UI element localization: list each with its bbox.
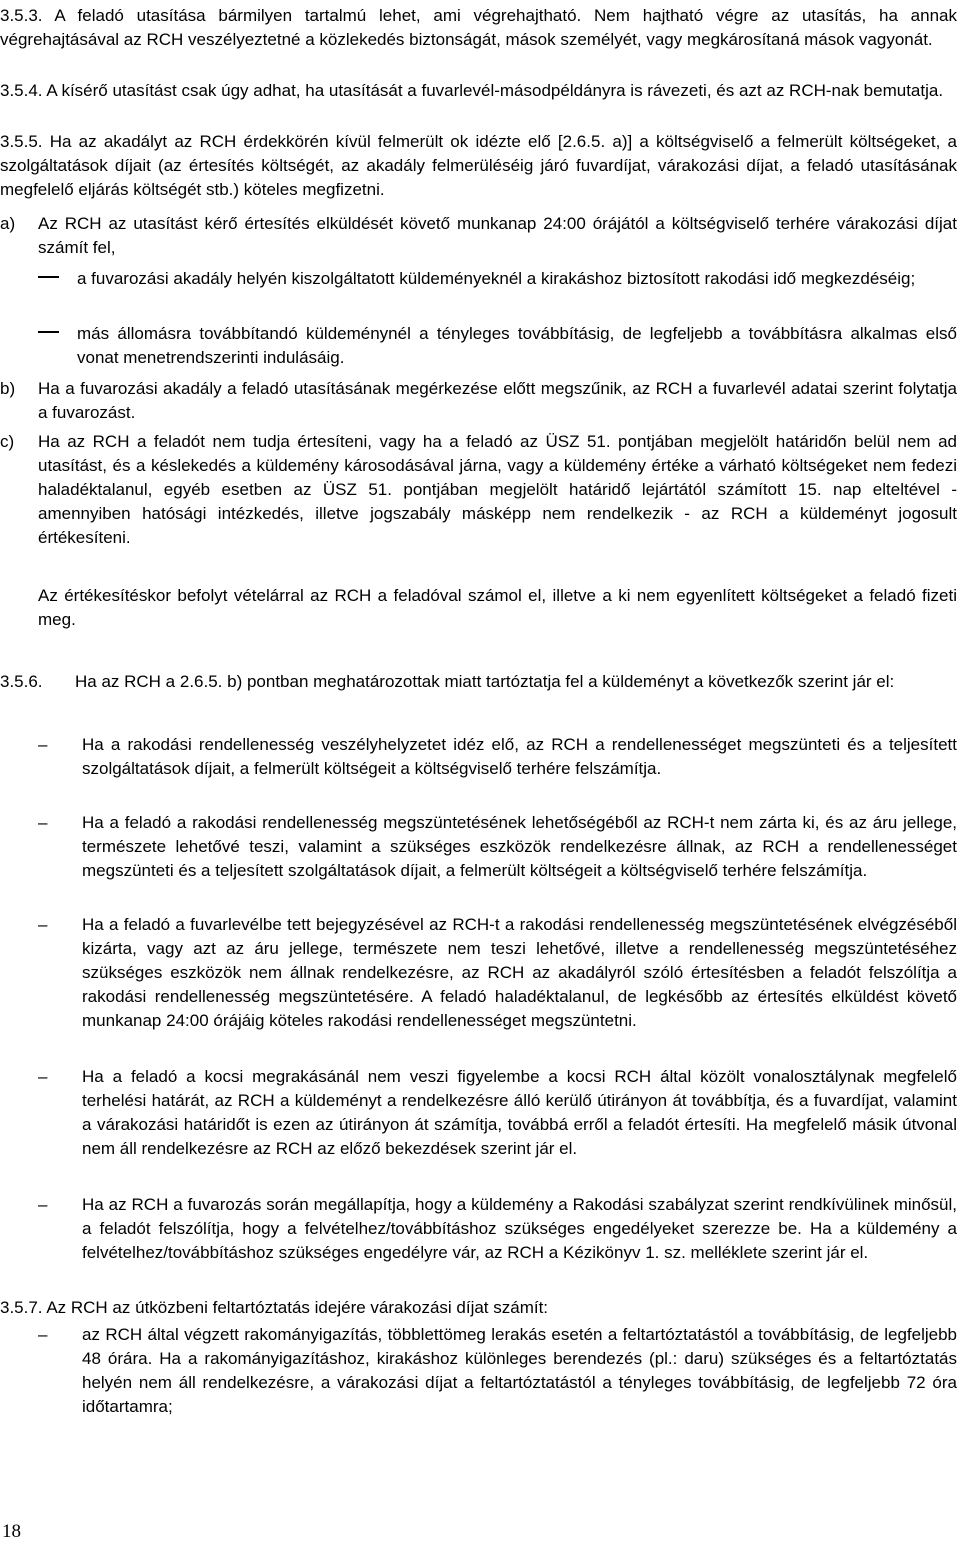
list-item-3-5-6-5: Ha az RCH a fuvarozás során megállapítja, hogy a küldemény a Rakodási szabályzat szerint rendkívülinek minősül, a feladót felszólítja, hogy a felvételhez/továbbításhoz szükséges engedélyeket szerezze be. Ha a küldemény a felvételhez/továbbításhoz szükséges engedélyre vár, az RCH a Kézikönyv 1. sz. melléklete szerint jár el.	[82, 1195, 957, 1262]
item-b-label: b)	[0, 379, 16, 398]
paragraph-3-5-5: 3.5.5. Ha az akadályt az RCH érdekkörén kívül felmerült ok idézte elő [2.6.5. a)] a költségviselő a felmerült költségeket, a szolgáltatások díjait (az értesítés költségét, az akadály felmerüléséig járó fuvardíjat, várakozási díjat, a feladó utasításának megfelelő eljárás költségét stb.) köteles megfizetni.	[0, 132, 957, 199]
item-a-text: Az RCH az utasítást kérő értesítés elküldését követő munkanap 24:00 órájától a költségviselő terhére várakozási díjat számít fel,	[38, 214, 957, 257]
dash-bullet	[38, 331, 59, 333]
dash-bullet: –	[38, 813, 48, 832]
dash-bullet: –	[38, 1067, 48, 1086]
item-b-text: Ha a fuvarozási akadály a feladó utasításának megérkezése előtt megszűnik, az RCH a fuvarlevél adatai szerint folytatja a fuvarozást.	[38, 379, 957, 422]
item-c-label: c)	[0, 432, 15, 451]
dash-bullet: –	[38, 1325, 48, 1344]
paragraph-3-5-3: 3.5.3. A feladó utasítása bármilyen tartalmú lehet, ami végrehajtható. Nem hajtható végre az utasítás, ha annak végrehajtásával az RCH veszélyeztetné a közlekedés biztonságát, mások személyét, vagy megkárosítaná mások vagyonát.	[0, 6, 957, 49]
item-a-sub-1: a fuvarozási akadály helyén kiszolgáltatott küldeményeknél a kirakáshoz biztosított rakodási idő megkezdéséig;	[77, 269, 916, 288]
dash-bullet: –	[38, 735, 48, 754]
list-item-3-5-6-1: Ha a rakodási rendellenesség veszélyhelyzetet idéz elő, az RCH a rendellenességet megszünteti és a teljesített szolgáltatások díjait, a felmerült költségeit a költségviselő terhére felszámítja.	[82, 735, 957, 778]
list-item-3-5-6-2: Ha a feladó a rakodási rendellenesség megszüntetésének lehetőségéből az RCH-t nem zárta ki, és az áru jellege, természete lehetővé teszi, valamint a szükséges eszközök rendelkezésre állnak, az RCH a rendellenességet megszünteti és a teljesített szolgáltatások díjait, a felmerült költségeit a költségviselő terhére felszámítja.	[82, 813, 957, 880]
list-item-3-5-6-3: Ha a feladó a fuvarlevélbe tett bejegyzésével az RCH-t a rakodási rendellenesség megszüntetésének elvégzéséből kizárta, vagy azt az áru jellege, természete nem teszi lehetővé, illetve a rendellenesség megszüntetéséhez szükséges eszközök nem állnak rendelkezésre, az RCH az akadályról szóló értesítésben a feladót felszólítja a rakodási rendellenesség megszüntetésére. A feladó haladéktalanul, de legkésőbb az értesítés elküldést követő munkanap 24:00 órájáig köteles rakodási rendellenességet megszüntetni.	[82, 915, 957, 1030]
paragraph-3-5-4: 3.5.4. A kísérő utasítást csak úgy adhat, ha utasítását a fuvarlevél-másodpéldányra is rávezeti, és azt az RCH-nak bemutatja.	[0, 81, 944, 100]
item-c-text-2: Az értékesítéskor befolyt vételárral az RCH a feladóval számol el, illetve a ki nem egyenlített költségeket a feladó fizeti meg.	[38, 586, 957, 629]
item-c-text: Ha az RCH a feladót nem tudja értesíteni, vagy ha a feladó az ÜSZ 51. pontjában megjelölt határidőn belül nem ad utasítást, és a késlekedés a küldemény károsodásával járna, vagy a küldemény értéke a várható költségeket nem fedezi haladéktalanul, egyéb esetben az ÜSZ 51. pontjában megjelölt határidő lejártától számított 15. nap elteltével - amennyiben hatósági intézkedés, illetve jogszabály másképp nem rendelkezik - az RCH a küldeményt jogosult értékesíteni.	[38, 432, 957, 547]
dash-bullet	[38, 276, 59, 278]
page-number: 18	[2, 1521, 21, 1542]
dash-bullet: –	[38, 915, 48, 934]
item-a-label: a)	[0, 214, 16, 233]
list-item-3-5-7-1: az RCH által végzett rakományigazítás, többlettömeg lerakás esetén a feltartóztatástól a továbbításig, de legfeljebb 48 órára. Ha a rakományigazításhoz, kirakáshoz különleges berendezés (pl.: daru) szükséges és a feltartóztatás helyén nem áll rendelkezésre, a várakozási díjat a feltartóztatástól a tényleges továbbításig, de legfeljebb 72 óra időtartamra;	[82, 1325, 957, 1416]
list-item-3-5-6-4: Ha a feladó a kocsi megrakásánál nem veszi figyelembe a kocsi RCH által közölt vonalosztálynak megfelelő terhelési határát, az RCH a küldeményt a rendelkezésre álló kerülő útirányon át továbbítja, és a fuvardíjat, valamint a várakozási határidőt is ezen az útirányon át számítja, továbbá erről a feladót értesíti. Ha megfelelő másik útvonal nem áll rendelkezésre az RCH az előző bekezdések szerint jár el.	[82, 1067, 957, 1158]
paragraph-3-5-6: Ha az RCH a 2.6.5. b) pontban meghatározottak miatt tartóztatja fel a küldeményt a következők szerint jár el:	[75, 672, 895, 691]
paragraph-3-5-7: 3.5.7. Az RCH az útközbeni feltartóztatás idejére várakozási díjat számít:	[0, 1298, 549, 1317]
paragraph-3-5-6-number: 3.5.6.	[0, 672, 43, 691]
item-a-sub-2: más állomásra továbbítandó küldeménynél a tényleges továbbításig, de legfeljebb a továbbításra alkalmas első vonat menetrendszerinti indulásáig.	[77, 324, 957, 367]
dash-bullet: –	[38, 1195, 48, 1214]
